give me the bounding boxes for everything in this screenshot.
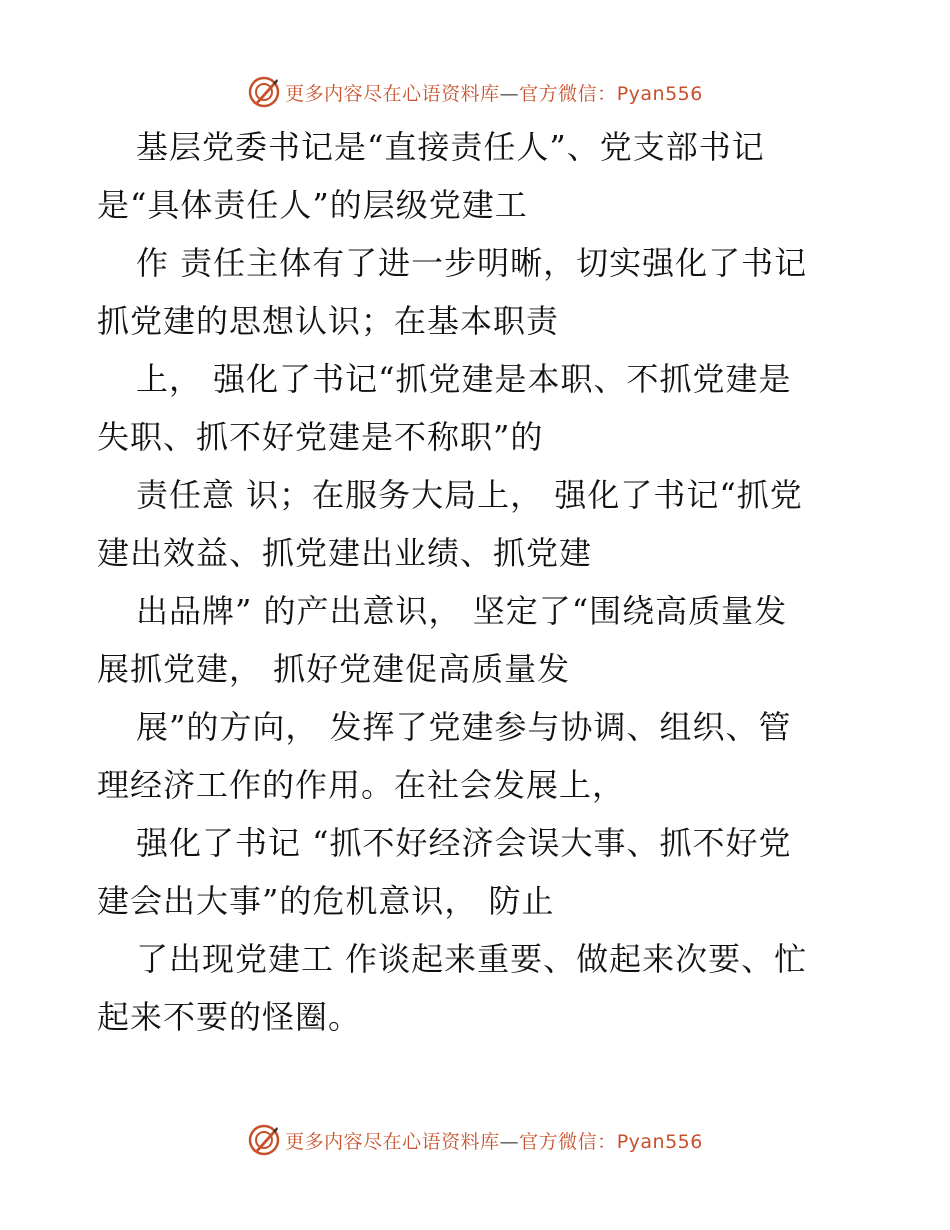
text-line: 抓党建的思想认识；在基本职责 (97, 302, 560, 340)
text-line: 失职、抓不好党建是不称职”的 (97, 418, 544, 456)
watermark-text (285, 79, 703, 106)
text-line: 建会出大事”的危机意识， 防止 (97, 882, 555, 920)
text-line: 基层党委书记是“直接责任人”、党支部书记 (136, 128, 765, 166)
watermark-text (285, 1127, 703, 1154)
text-line: 建出效益、抓党建出业绩、抓党建 (97, 534, 593, 572)
watermark-dash: — (499, 82, 520, 105)
text-line: 上， 强化了书记“抓党建是本职、不抓党建是 (136, 360, 792, 398)
watermark-wechat-id: Pyan556 (616, 1130, 703, 1153)
text-line: 是“具体责任人”的层级党建工 (97, 186, 528, 224)
brand-logo-icon (247, 1123, 281, 1157)
watermark-official-label: 官方微信： (519, 1130, 617, 1153)
text-line: 作 责任主体有了进一步明晰，切实强化了书记 (136, 244, 808, 282)
footer-watermark (0, 1120, 950, 1160)
text-line: 展抓党建， 抓好党建促高质量发 (97, 650, 571, 688)
watermark-brand: 更多内容尽在心语资料库 (285, 1130, 500, 1153)
text-line: 起来不要的怪圈。 (97, 998, 362, 1036)
text-line: 了出现党建工 作谈起来重要、做起来次要、忙 (136, 940, 808, 978)
brand-logo-icon (247, 75, 281, 109)
text-line: 理经济工作的作用。在社会发展上， (97, 766, 626, 804)
watermark-official-label: 官方微信： (519, 82, 617, 105)
text-line: 强化了书记 “抓不好经济会误大事、抓不好党 (136, 824, 792, 862)
watermark-brand: 更多内容尽在心语资料库 (285, 82, 500, 105)
watermark-wechat-id: Pyan556 (616, 82, 703, 105)
text-line: 责任意 识；在服务大局上， 强化了书记“抓党 (136, 476, 803, 514)
header-watermark (0, 72, 950, 112)
text-line: 展”的方向， 发挥了党建参与协调、组织、管 (136, 708, 792, 746)
text-line: 出品牌” 的产出意识， 坚定了“围绕高质量发 (136, 592, 788, 630)
watermark-dash: — (499, 1130, 520, 1153)
